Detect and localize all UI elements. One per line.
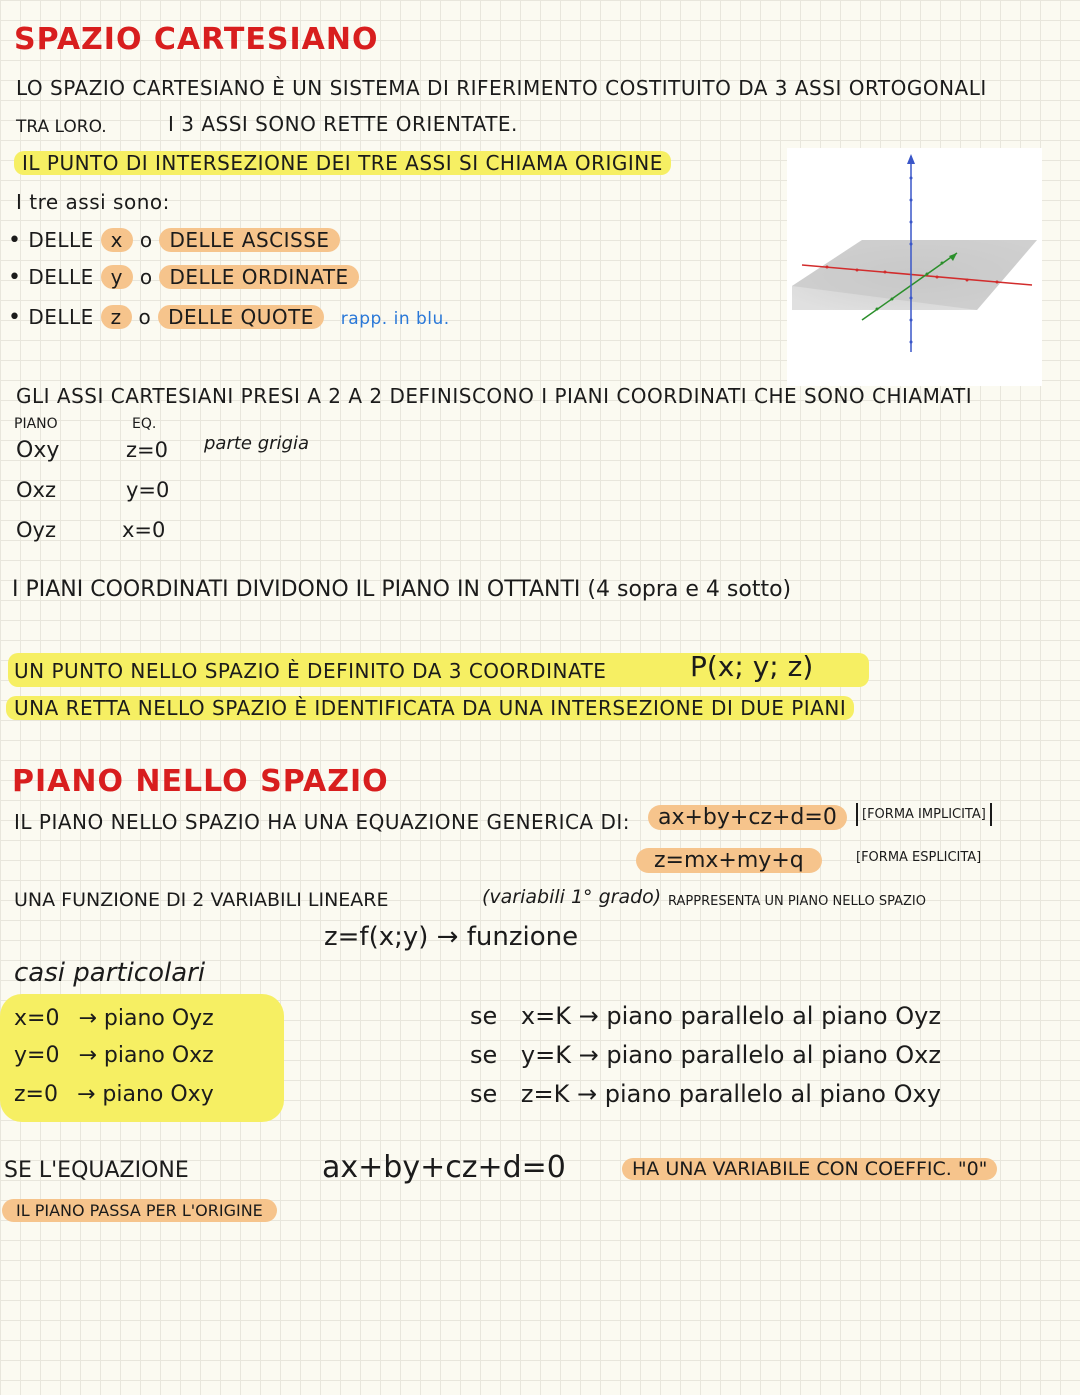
special-cases-title: casi particolari — [14, 958, 206, 988]
function-formula: z=f(x;y) → funzione — [324, 922, 579, 952]
axis-prefix: DELLE — [28, 228, 94, 252]
special-left-eq: z=0 — [14, 1082, 58, 1107]
special-right-eq: y=K — [520, 1041, 571, 1069]
final-line-a: SE L'EQUAZIONE — [4, 1158, 189, 1183]
origin-line: IL PUNTO DI INTERSEZIONE DEI TRE ASSI SI CHIAMA ORIGINE — [14, 151, 671, 175]
function-text-b: (variabili 1° grado) — [482, 886, 662, 908]
axis-name: DELLE ORDINATE — [159, 265, 358, 289]
intro-line-1: LO SPAZIO CARTESIANO È UN SISTEMA DI RIFERIMENTO COSTITUITO DA 3 ASSI ORTOGONALI — [16, 76, 987, 100]
intro-line-2b: I 3 ASSI SONO RETTE ORIENTATE. — [168, 112, 518, 136]
axis-item-z: • DELLE z o DELLE QUOTE rapp. in blu. — [8, 305, 450, 330]
special-left-eq: y=0 — [14, 1043, 60, 1068]
generic-equation-text: IL PIANO NELLO SPAZIO HA UNA EQUAZIONE GENERICA DI: — [14, 810, 631, 834]
final-line-c: IL PIANO PASSA PER L'ORIGINE — [2, 1199, 277, 1222]
axis-item-x: • DELLE x o DELLE ASCISSE — [8, 228, 340, 253]
plane-name-oxz: Oxz — [16, 478, 56, 502]
special-right-se: se — [470, 1002, 498, 1030]
planes-header-eq: EQ. — [132, 416, 157, 432]
section-title-spazio-cartesiano: SPAZIO CARTESIANO — [14, 22, 379, 57]
special-right-row — [470, 1002, 941, 1030]
special-right-desc: → piano parallelo al piano Oxy — [577, 1080, 941, 1108]
special-right-row — [470, 1080, 941, 1108]
cartesian-3d-svg — [787, 148, 1042, 386]
special-right-se: se — [470, 1080, 498, 1108]
z-axis-arrow — [907, 154, 915, 164]
special-right-desc: → piano parallelo al piano Oyz — [578, 1002, 941, 1030]
implicit-label: [FORMA IMPLICITA] — [856, 803, 992, 826]
implicit-equation: ax+by+cz+d=0 — [648, 805, 847, 830]
special-left-row — [14, 1082, 214, 1107]
cartesian-3d-figure — [787, 148, 1042, 386]
axes-intro: I tre assi sono: — [16, 190, 170, 214]
plane-name-oyz: Oyz — [16, 518, 56, 542]
blue-note: rapp. in blu. — [340, 309, 450, 329]
section-title-piano-nello-spazio: PIANO NELLO SPAZIO — [12, 764, 389, 799]
explicit-label: [FORMA ESPLICITA] — [856, 850, 982, 865]
special-left-desc: → piano Oyz — [78, 1006, 214, 1031]
special-right-desc: → piano parallelo al piano Oxz — [578, 1041, 941, 1069]
special-left-desc: → piano Oxy — [76, 1082, 214, 1107]
point-formula: P(x; y; z) — [690, 650, 814, 683]
final-equation: ax+by+cz+d=0 — [322, 1150, 566, 1185]
intro-line-2a: TRA LORO. — [16, 117, 107, 137]
axis-name: DELLE QUOTE — [158, 305, 324, 329]
plane-note-oxy: parte grigia — [204, 433, 309, 454]
special-left-desc: → piano Oxz — [78, 1043, 214, 1068]
special-right-row — [470, 1041, 941, 1069]
octants-line: I PIANI COORDINATI DIVIDONO IL PIANO IN OTTANTI (4 sopra e 4 sotto) — [12, 577, 792, 602]
function-text-a: UNA FUNZIONE DI 2 VARIABILI LINEARE — [14, 889, 389, 911]
plane-name-oxy: Oxy — [16, 438, 60, 463]
axis-conj: o — [139, 265, 153, 289]
axis-letter: y — [101, 265, 133, 289]
final-line-b: HA UNA VARIABILE CON COEFFIC. "0" — [622, 1158, 997, 1180]
special-right-eq: x=K — [520, 1002, 571, 1030]
axis-conj: o — [138, 305, 152, 329]
special-right-eq: z=K — [520, 1080, 570, 1108]
axis-letter: x — [101, 228, 133, 252]
axis-conj: o — [139, 228, 153, 252]
axis-item-y: • DELLE y o DELLE ORDINATE — [8, 265, 359, 290]
axis-name: DELLE ASCISSE — [159, 228, 339, 252]
special-left-eq: x=0 — [14, 1006, 60, 1031]
explicit-equation: z=mx+my+q — [636, 848, 822, 873]
planes-intro: GLI ASSI CARTESIANI PRESI A 2 A 2 DEFINISCONO I PIANI COORDINATI CHE SONO CHIAMATI — [16, 384, 973, 408]
special-left-row — [14, 1043, 214, 1068]
plane-eq-oxy: z=0 — [126, 438, 168, 462]
plane-eq-oxz: y=0 — [126, 478, 170, 502]
point-line: UN PUNTO NELLO SPAZIO È DEFINITO DA 3 COORDINATE — [14, 659, 607, 683]
line-line: UNA RETTA NELLO SPAZIO È IDENTIFICATA DA UNA INTERSEZIONE DI DUE PIANI — [6, 696, 854, 720]
axis-prefix: DELLE — [28, 305, 94, 329]
special-left-row — [14, 1006, 214, 1031]
plane-eq-oyz: x=0 — [122, 518, 166, 542]
axis-letter: z — [101, 305, 132, 329]
planes-header-plane: PIANO — [14, 416, 58, 432]
function-text-c: RAPPRESENTA UN PIANO NELLO SPAZIO — [668, 894, 926, 909]
special-right-se: se — [470, 1041, 498, 1069]
axis-prefix: DELLE — [28, 265, 94, 289]
